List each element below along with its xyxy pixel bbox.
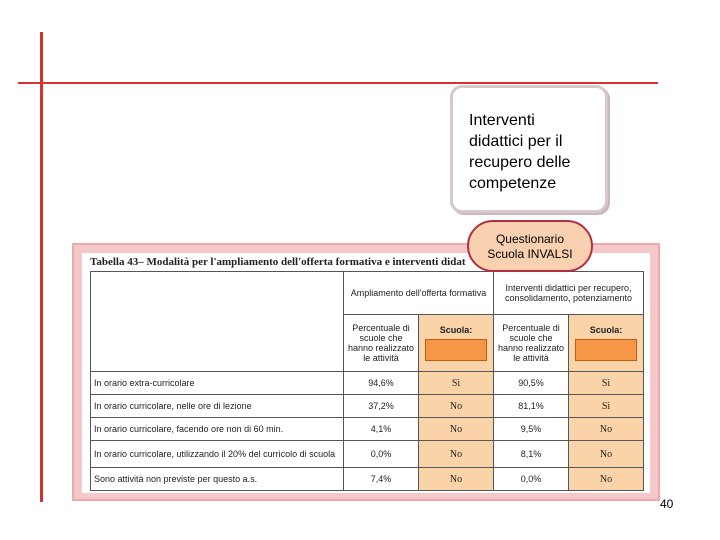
- sub-header-school-2: [569, 315, 644, 372]
- row-school-2: Sì: [569, 372, 644, 395]
- callout-text: [469, 110, 570, 194]
- row-label: In orario curricolare, utilizzando il 20% del curricolo di scuola: [91, 441, 344, 468]
- row-pct-1: 7,4%: [344, 468, 419, 491]
- row-school-2: No: [569, 441, 644, 468]
- table-image-frame: [72, 243, 660, 501]
- badge-line: Questionario: [495, 232, 565, 246]
- row-pct-1: 37,2%: [344, 395, 419, 418]
- row-pct-2: 0,0%: [494, 468, 569, 491]
- data-table: [90, 271, 644, 491]
- row-school-1: No: [419, 418, 494, 441]
- horizontal-accent-line: [18, 82, 658, 84]
- row-school-2: Sì: [569, 395, 644, 418]
- table-row: [91, 418, 644, 441]
- table-row: [91, 395, 644, 418]
- vertical-accent-line: [40, 32, 43, 502]
- group-header-interventi: Interventi didattici per recupero, consolidamento, potenziamento: [494, 272, 644, 315]
- questionnaire-badge: [467, 220, 593, 272]
- callout-line: Interventi: [469, 112, 535, 129]
- row-school-1: Sì: [419, 372, 494, 395]
- table-row: [91, 372, 644, 395]
- row-school-1: No: [419, 441, 494, 468]
- callout-line: didattici per il: [469, 133, 563, 150]
- school-label: Scuola:: [439, 325, 473, 335]
- row-pct-1: 4,1%: [344, 418, 419, 441]
- row-school-2: No: [569, 468, 644, 491]
- row-school-1: No: [419, 395, 494, 418]
- table-row: [91, 441, 644, 468]
- callout-box: [450, 85, 608, 213]
- table-group-header-row: [91, 272, 644, 315]
- row-pct-1: 0,0%: [344, 441, 419, 468]
- table-row: [91, 468, 644, 491]
- school-input-box: [425, 339, 487, 361]
- row-pct-2: 90,5%: [494, 372, 569, 395]
- row-label: Sono attività non previste per questo a.s.: [91, 468, 344, 491]
- table-image: [82, 253, 650, 493]
- callout-line: competenze: [469, 175, 557, 192]
- row-pct-1: 94,6%: [344, 372, 419, 395]
- sub-header-pct-1: Percentuale di scuole che hanno realizzato le attività: [344, 315, 419, 372]
- row-school-2: No: [569, 418, 644, 441]
- group-header-ampliamento: Ampliamento dell'offerta formativa: [344, 272, 494, 315]
- row-pct-2: 81,1%: [494, 395, 569, 418]
- sub-header-school-1: [419, 315, 494, 372]
- callout-line: recupero delle: [469, 154, 571, 171]
- school-input-box: [575, 339, 637, 361]
- row-label: In orario curricolare, facendo ore non di 60 min.: [91, 418, 344, 441]
- table-title: Tabella 43– Modalità per l'ampliamento dell'offerta formativa e interventi didat: [90, 256, 466, 268]
- school-label: Scuola:: [589, 325, 623, 335]
- empty-corner-cell: [91, 272, 344, 372]
- row-label: In orario curricolare, nelle ore di lezione: [91, 395, 344, 418]
- page-number: 40: [660, 497, 674, 511]
- row-label: In orario extra-curricolare: [91, 372, 344, 395]
- badge-line: Scuola INVALSI: [487, 247, 573, 261]
- sub-header-pct-2: Percentuale di scuole che hanno realizzato le attività: [494, 315, 569, 372]
- row-school-1: No: [419, 468, 494, 491]
- row-pct-2: 9,5%: [494, 418, 569, 441]
- row-pct-2: 8,1%: [494, 441, 569, 468]
